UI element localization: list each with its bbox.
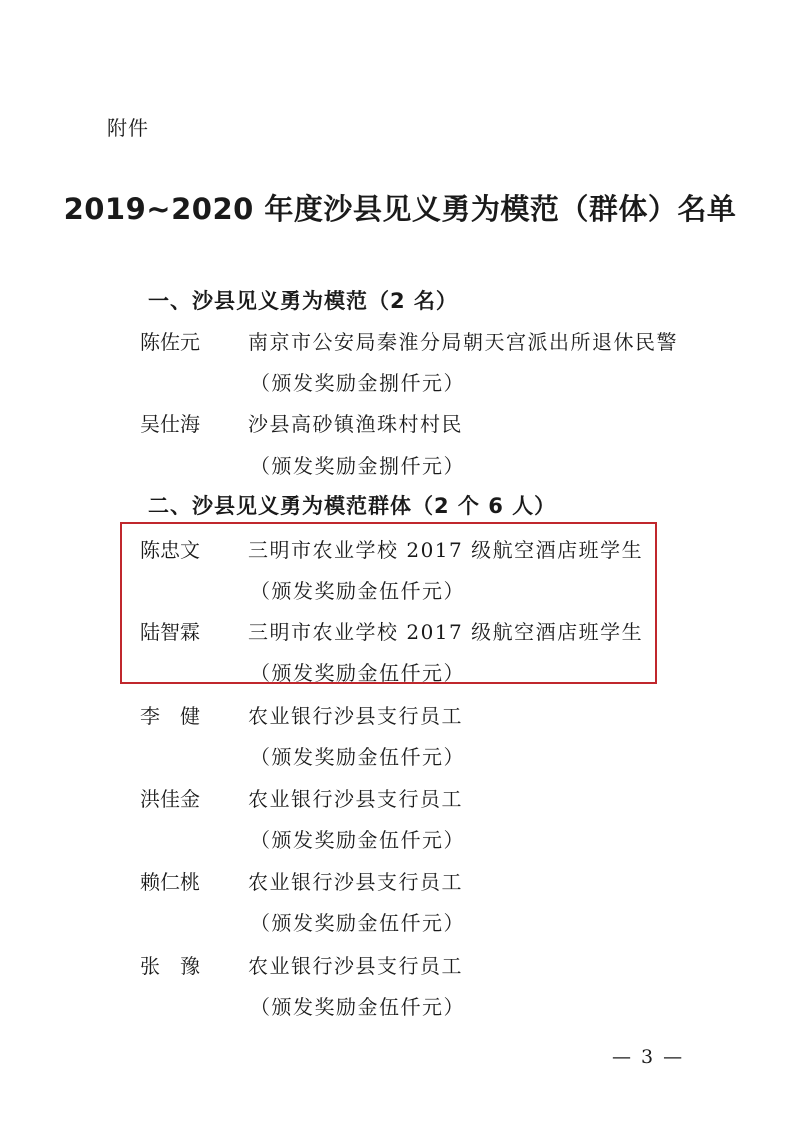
entry-name: 陆智霖 bbox=[140, 620, 200, 644]
entry-award: （颁发奖励金伍仟元） bbox=[250, 579, 465, 603]
entry-description: 农业银行沙县支行员工 bbox=[248, 787, 463, 811]
section2-heading: 二、沙县见义勇为模范群体（2 个 6 人） bbox=[148, 494, 557, 518]
entry-description: 三明市农业学校 2017 级航空酒店班学生 bbox=[248, 538, 644, 562]
entry-award: （颁发奖励金伍仟元） bbox=[250, 828, 465, 852]
entry-award: （颁发奖励金捌仟元） bbox=[250, 371, 465, 395]
entry-award: （颁发奖励金伍仟元） bbox=[250, 661, 465, 685]
entry-name: 陈佐元 bbox=[140, 330, 200, 354]
entry-description: 农业银行沙县支行员工 bbox=[248, 954, 463, 978]
attachment-label: 附件 bbox=[107, 116, 149, 140]
page-number: — 3 — bbox=[612, 1046, 685, 1068]
entry-description: 农业银行沙县支行员工 bbox=[248, 704, 463, 728]
entry-award: （颁发奖励金伍仟元） bbox=[250, 911, 465, 935]
entry-award: （颁发奖励金捌仟元） bbox=[250, 454, 465, 478]
entry-name: 赖仁桃 bbox=[140, 870, 200, 894]
entry-name: 吴仕海 bbox=[140, 412, 200, 436]
entry-name: 洪佳金 bbox=[140, 787, 200, 811]
entry-award: （颁发奖励金伍仟元） bbox=[250, 995, 465, 1019]
entry-name: 张 豫 bbox=[140, 954, 200, 978]
entry-description: 南京市公安局秦淮分局朝天宫派出所退休民警 bbox=[248, 330, 678, 354]
entry-award: （颁发奖励金伍仟元） bbox=[250, 745, 465, 769]
entry-description: 三明市农业学校 2017 级航空酒店班学生 bbox=[248, 620, 644, 644]
entry-description: 沙县高砂镇渔珠村村民 bbox=[248, 412, 463, 436]
section1-heading: 一、沙县见义勇为模范（2 名） bbox=[148, 289, 458, 313]
entry-description: 农业银行沙县支行员工 bbox=[248, 870, 463, 894]
entry-name: 陈忠文 bbox=[140, 538, 200, 562]
entry-name: 李 健 bbox=[140, 704, 200, 728]
document-title: 2019~2020 年度沙县见义勇为模范（群体）名单 bbox=[63, 192, 737, 226]
